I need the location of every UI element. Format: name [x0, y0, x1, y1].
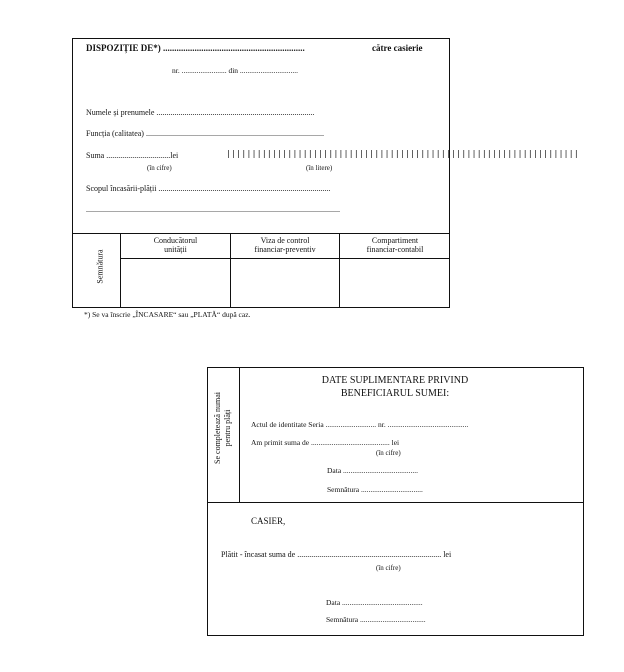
form-title-right: către casierie [372, 43, 423, 53]
id-document-field[interactable]: Actul de identitate Seria ........................... nr. ........................................... [251, 420, 469, 429]
signature-label: Semnătura [95, 249, 105, 284]
purpose-field[interactable]: Scopul încasării-plății ...................................................................................... [86, 184, 331, 193]
paid-sum-hint: (în cifre) [376, 564, 401, 572]
section-divider [207, 502, 584, 503]
cashier-signature-field[interactable]: Semnătura ................................... [326, 615, 426, 624]
column-header-director: Conducătorul unității [153, 236, 198, 254]
sum-digits-field[interactable]: Suma ................................lei [86, 151, 179, 160]
sum-letters-field[interactable]: ||||||||||||||||||||||||||||||||||||||||||||||||||||||||||||||||||||| [226, 149, 580, 158]
signature-cell-accounting[interactable] [340, 259, 449, 307]
column-header-accounting: Compartiment financiar-contabil [366, 236, 424, 254]
signature-cell-control[interactable] [231, 259, 338, 307]
sum-letters-hint: (în litere) [306, 164, 333, 172]
date-field[interactable]: Data ........................................ [327, 466, 419, 475]
supplementary-heading: DATE SUPLIMENTARE PRIVIND BENEFICIARUL SUMEI: [321, 375, 469, 399]
purpose-continuation[interactable]: ............................................................................................................................... [86, 205, 340, 214]
form-title-left: DISPOZIȚIE DE*) ............................................................... [86, 43, 305, 53]
footnote: *) Se va înscrie „ÎNCASARE“ sau „PLATĂ“ după caz. [84, 310, 251, 319]
column-header-control: Viza de control financiar-preventiv [254, 236, 316, 254]
signature-cell-director[interactable] [121, 259, 229, 307]
number-date-line: nr. ........................ din ............................... [172, 66, 299, 75]
side-note: Se completează numai pentru plăți [213, 392, 232, 464]
function-field[interactable]: Funcția (calitatea) ......................................................................................... [86, 129, 324, 138]
cashier-label: CASIER, [251, 516, 286, 526]
table-top-border [72, 233, 450, 234]
cashier-date-field[interactable]: Data ........................................... [326, 598, 423, 607]
paid-sum-field[interactable]: Plătit - încasat suma de ........................................................................ lei [221, 550, 452, 559]
sum-digits-hint: (în cifre) [147, 164, 172, 172]
received-sum-hint: (în cifre) [376, 449, 401, 457]
received-sum-field[interactable]: Am primit suma de .......................................... lei [251, 438, 400, 447]
name-field[interactable]: Numele și prenumele ............................................................................... [86, 108, 315, 117]
beneficiary-signature-field[interactable]: Semnătura ................................. [327, 485, 423, 494]
